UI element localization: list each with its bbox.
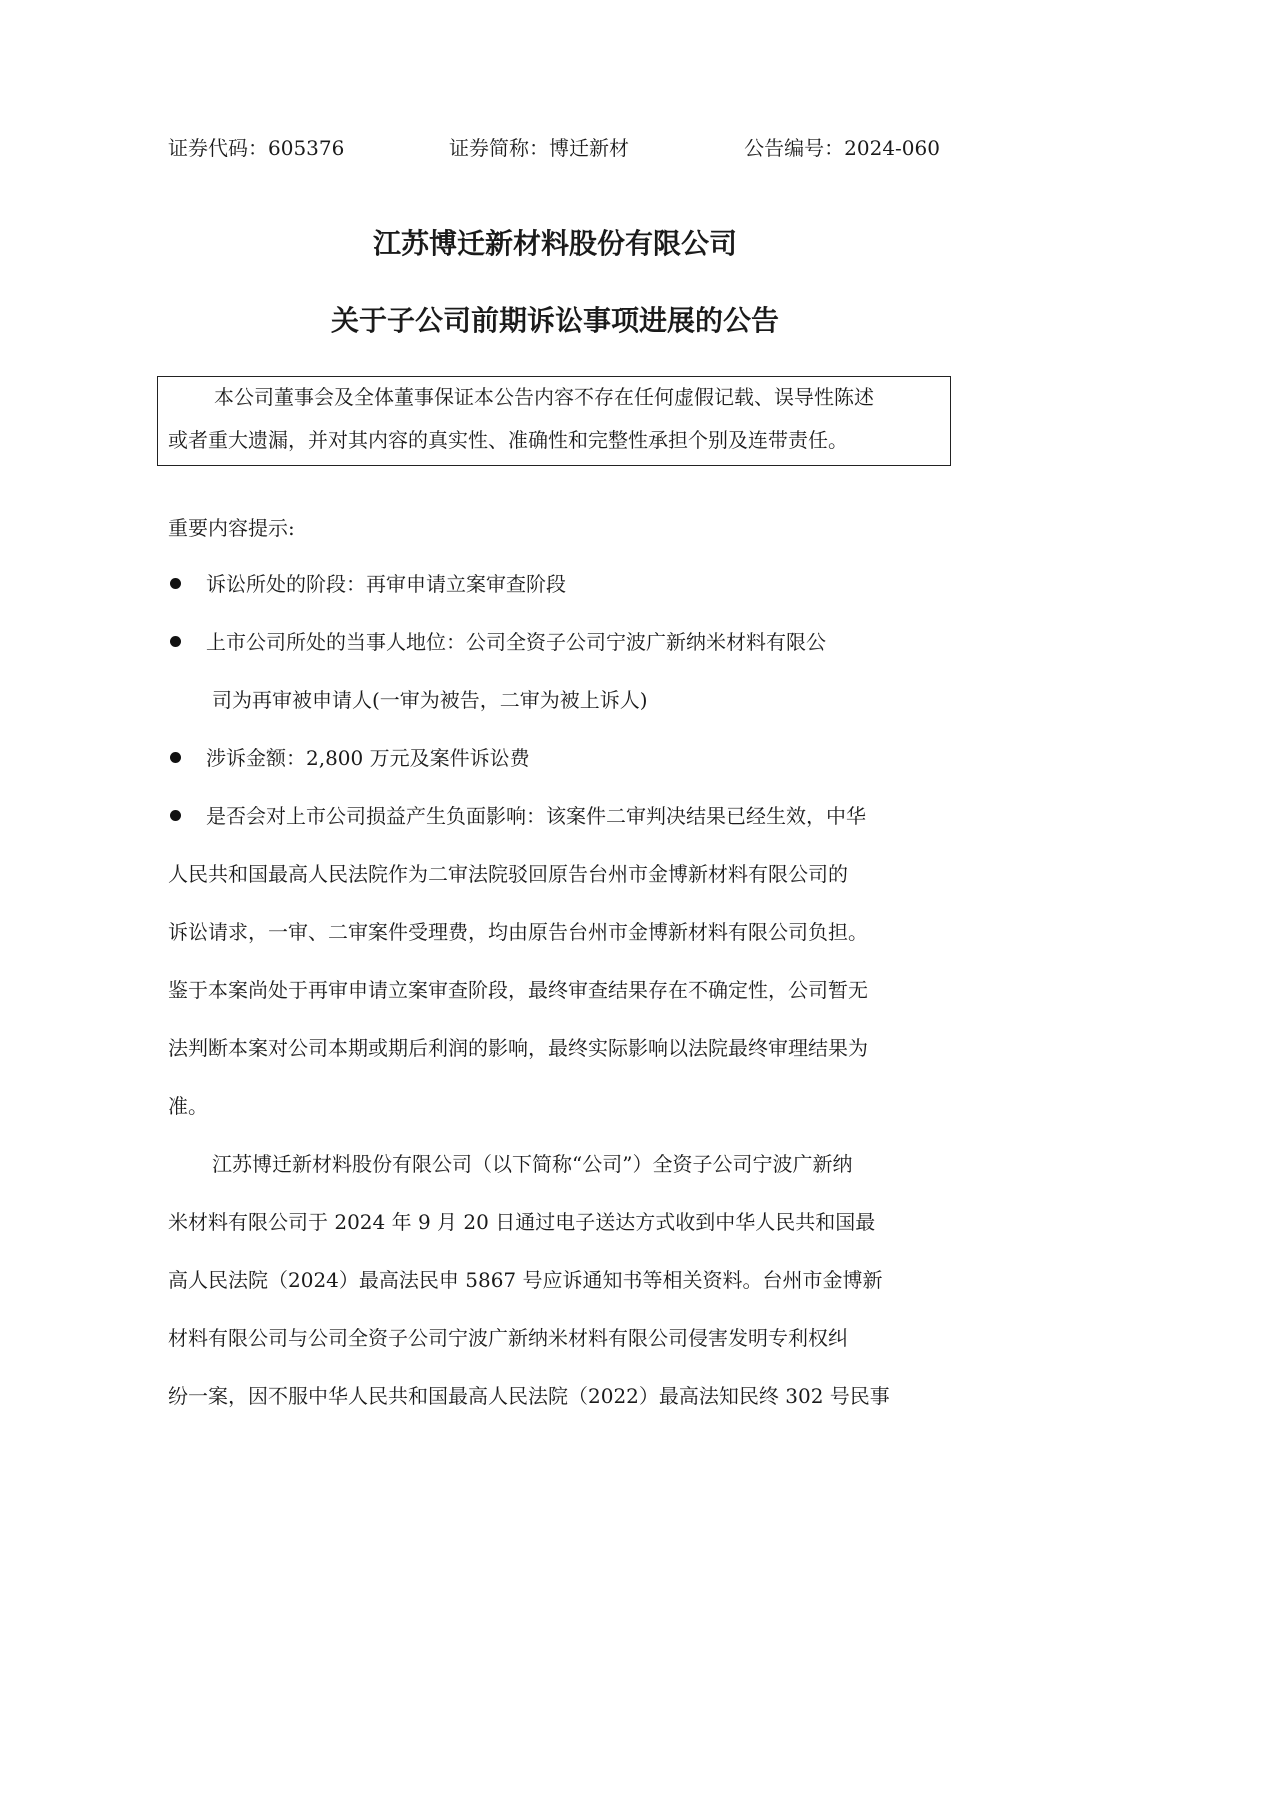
body-paragraph-line-4: 材料有限公司与公司全资子公司宁波广新纳米材料有限公司侵害发明专利权纠 bbox=[168, 1326, 848, 1350]
bullet-dot bbox=[170, 810, 181, 821]
body-paragraph-line-2: 米材料有限公司于 2024 年 9 月 20 日通过电子送达方式收到中华人民共和国最 bbox=[168, 1210, 876, 1234]
bullet-impact-line-6: 准。 bbox=[168, 1094, 208, 1118]
company-title: 江苏博迁新材料股份有限公司 bbox=[372, 227, 737, 260]
announcement-title: 关于子公司前期诉讼事项进展的公告 bbox=[330, 304, 779, 337]
guarantee-line-2: 或者重大遗漏，并对其内容的真实性、准确性和完整性承担个别及连带责任。 bbox=[168, 428, 848, 452]
bullet-dot bbox=[170, 752, 181, 763]
bullet-litigation-stage: 诉讼所处的阶段：再审申请立案审查阶段 bbox=[206, 572, 566, 596]
guarantee-line-1: 本公司董事会及全体董事保证本公告内容不存在任何虚假记载、误导性陈述 bbox=[214, 385, 874, 409]
body-paragraph-line-1: 江苏博迁新材料股份有限公司（以下简称“公司”）全资子公司宁波广新纳 bbox=[212, 1152, 853, 1176]
bullet-impact-line-3: 诉讼请求，一审、二审案件受理费，均由原告台州市金博新材料有限公司负担。 bbox=[168, 920, 868, 944]
summary-heading: 重要内容提示: bbox=[168, 516, 295, 540]
bullet-party-status-line-2: 司为再审被申请人(一审为被告，二审为被上诉人) bbox=[212, 688, 648, 712]
bullet-dot bbox=[170, 636, 181, 647]
body-paragraph-line-3: 高人民法院（2024）最高法民申 5867 号应诉通知书等相关资料。台州市金博新 bbox=[168, 1268, 883, 1292]
bullet-amount: 涉诉金额：2,800 万元及案件诉讼费 bbox=[206, 746, 530, 770]
bullet-impact-line-5: 法判断本案对公司本期或期后利润的影响，最终实际影响以法院最终审理结果为 bbox=[168, 1036, 868, 1060]
bullet-impact-line-4: 鉴于本案尚处于再审申请立案审查阶段，最终审查结果存在不确定性，公司暂无 bbox=[168, 978, 868, 1002]
announcement-number: 公告编号：2024-060 bbox=[744, 136, 940, 160]
stock-short-name: 证券简称：博迁新材 bbox=[449, 136, 629, 160]
document-header bbox=[168, 132, 940, 166]
bullet-party-status-line-1: 上市公司所处的当事人地位：公司全资子公司宁波广新纳米材料有限公 bbox=[206, 630, 826, 654]
stock-code: 证券代码：605376 bbox=[168, 136, 345, 160]
bullet-impact-line-2: 人民共和国最高人民法院作为二审法院驳回原告台州市金博新材料有限公司的 bbox=[168, 862, 848, 886]
bullet-impact-line-1: 是否会对上市公司损益产生负面影响：该案件二审判决结果已经生效，中华 bbox=[206, 804, 866, 828]
bullet-dot bbox=[170, 578, 181, 589]
body-paragraph-line-5: 纷一案，因不服中华人民共和国最高人民法院（2022）最高法知民终 302 号民事 bbox=[168, 1384, 890, 1408]
board-guarantee-box bbox=[157, 376, 951, 466]
